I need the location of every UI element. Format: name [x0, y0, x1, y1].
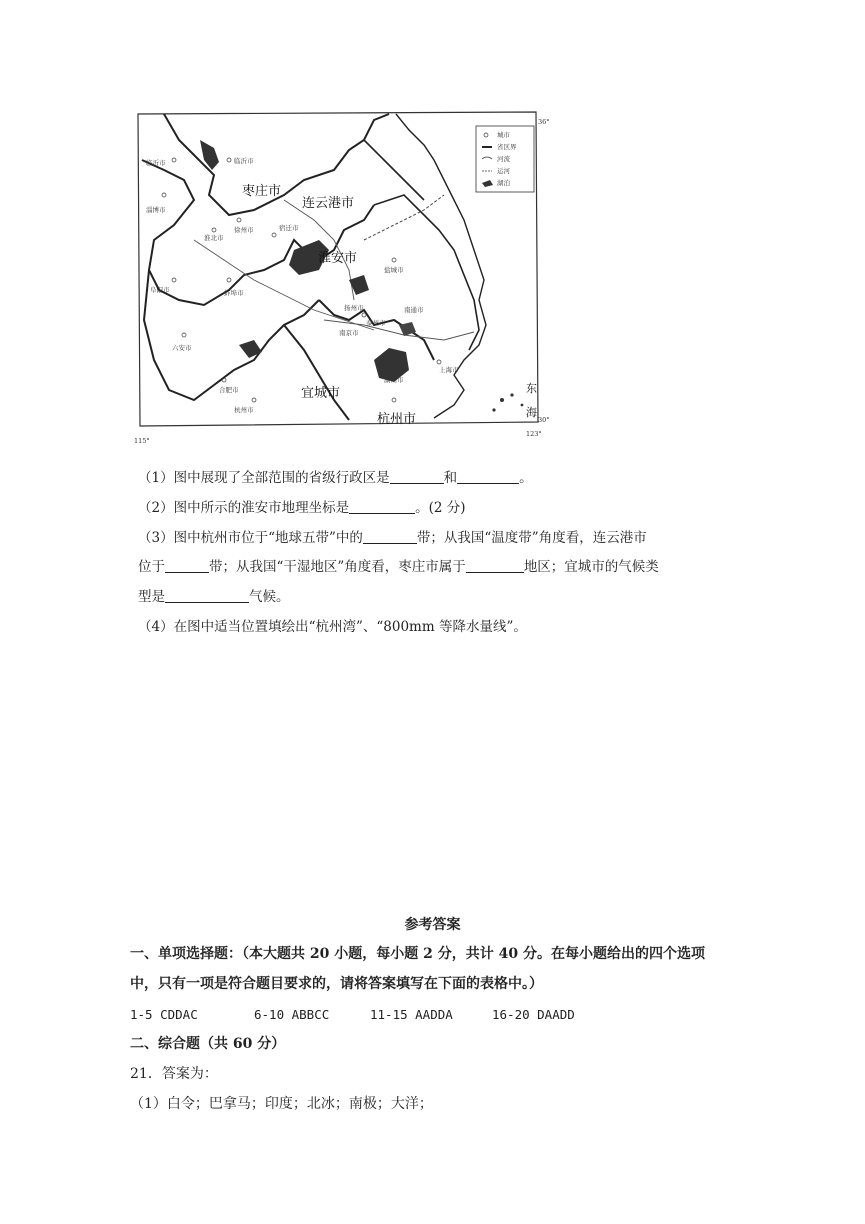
- city-huaian: 淮安市: [318, 250, 358, 265]
- q1-text-c: 。: [519, 470, 533, 486]
- choice-group-3: 11-15 AADDA: [370, 1007, 453, 1022]
- q3-blank-4: [165, 588, 249, 603]
- svg-text:盐城市: 盐城市: [384, 266, 404, 274]
- q3-line1-b: 带；从我国“温度带”角度看，连云港市: [416, 530, 647, 546]
- lon-right-label: 123°: [526, 430, 542, 438]
- legend-canal: 运河: [497, 167, 510, 175]
- lon-left-label: 115°: [134, 437, 150, 445]
- q3-line2-b: 带；从我国“干湿地区”角度看，枣庄市属于: [209, 559, 466, 575]
- q1-text-b: 和: [443, 470, 458, 486]
- q1-text-a: （1）图中展现了全部范围的省级行政区是: [138, 470, 390, 486]
- svg-text:临沂市: 临沂市: [146, 159, 166, 167]
- answers-section1-line2: 中，只有一项是符合题目要求的，请将答案填写在下面的表格中。）: [130, 976, 543, 992]
- svg-text:六安市: 六安市: [172, 344, 192, 352]
- q2-text-a: （2）图中所示的淮安市地理坐标是: [138, 500, 350, 516]
- legend-river: 河流: [497, 155, 510, 163]
- map-figure: [134, 100, 554, 445]
- q3-line3-b: 气候。: [249, 589, 290, 605]
- map-svg: [134, 100, 554, 445]
- svg-text:宿迁市: 宿迁市: [279, 224, 299, 232]
- svg-text:上海市: 上海市: [439, 366, 459, 374]
- svg-text:杭州市: 杭州市: [234, 406, 254, 414]
- answers-q21-1: （1）白令；巴拿马；印度；北冰；南极；大洋；: [130, 1096, 433, 1112]
- svg-text:泰州市: 泰州市: [366, 319, 386, 327]
- legend-lake: 湖泊: [497, 179, 510, 187]
- city-hangzhou: 杭州市: [377, 411, 417, 426]
- sea-label-1: 东: [526, 383, 537, 395]
- q2-blank: [349, 499, 415, 514]
- svg-text:临沂市: 临沂市: [234, 157, 254, 165]
- question-2: [138, 498, 466, 518]
- q3-line3-a: 型是: [138, 589, 165, 605]
- q3-blank-3: [466, 558, 524, 573]
- answers-section2: 二、综合题（共 60 分）: [130, 1036, 286, 1052]
- choice-group-4: 16-20 DAADD: [492, 1007, 575, 1022]
- question-3-line-2: [138, 557, 659, 577]
- svg-text:阜阳市: 阜阳市: [150, 286, 170, 294]
- map-legend: [476, 126, 534, 192]
- q1-blank-1: [390, 469, 444, 484]
- legend-city: 城市: [497, 131, 510, 139]
- q2-text-b: 。(2 分): [415, 500, 466, 516]
- q1-blank-2: [457, 469, 519, 484]
- answers-section1-line1: 一、单项选择题：（本大题共 20 小题，每小题 2 分，共计 40 分。在每小题给出的四个选项: [130, 946, 705, 962]
- answers-title: 参考答案: [404, 917, 461, 933]
- svg-text:淮北市: 淮北市: [204, 234, 224, 242]
- city-zaozhuang: 枣庄市: [242, 183, 282, 198]
- lat-bottom-label: 30°: [538, 416, 550, 424]
- choice-group-2: 6-10 ABBCC: [254, 1007, 330, 1022]
- q3-blank-1: [363, 529, 417, 544]
- question-1: [138, 468, 533, 488]
- choice-group-1: 1-5 CDDAC: [130, 1007, 198, 1022]
- q3-line1-a: （3）图中杭州市位于“地球五带”中的: [138, 530, 363, 546]
- q3-blank-2: [165, 558, 209, 573]
- question-4: [138, 617, 527, 637]
- svg-text:蚌埠市: 蚌埠市: [224, 289, 244, 297]
- svg-text:徐州市: 徐州市: [234, 226, 254, 234]
- question-3-line-3: [138, 587, 290, 607]
- svg-text:淄博市: 淄博市: [146, 206, 166, 214]
- svg-text:湖州市: 湖州市: [384, 376, 404, 384]
- svg-text:南京市: 南京市: [339, 329, 359, 337]
- q4-text: （4）在图中适当位置填绘出“杭州湾”、“800mm 等降水量线”。: [138, 619, 527, 635]
- svg-text:扬州市: 扬州市: [344, 304, 364, 312]
- q3-line2-a: 位于: [138, 559, 165, 575]
- legend-border: 省区界: [497, 143, 517, 151]
- sea-label-2: 海: [526, 407, 537, 419]
- svg-text:合肥市: 合肥市: [219, 386, 239, 394]
- answers-q21-label: 21．答案为：: [130, 1066, 218, 1082]
- question-3-line-1: [138, 528, 647, 548]
- svg-text:南通市: 南通市: [404, 306, 424, 314]
- city-yicheng: 宜城市: [301, 385, 341, 400]
- lat-top-label: 36°: [538, 118, 550, 126]
- q3-line2-c: 地区；宜城市的气候类: [523, 559, 659, 575]
- city-lianyungang: 连云港市: [302, 195, 355, 210]
- answers-choices: [130, 1005, 575, 1025]
